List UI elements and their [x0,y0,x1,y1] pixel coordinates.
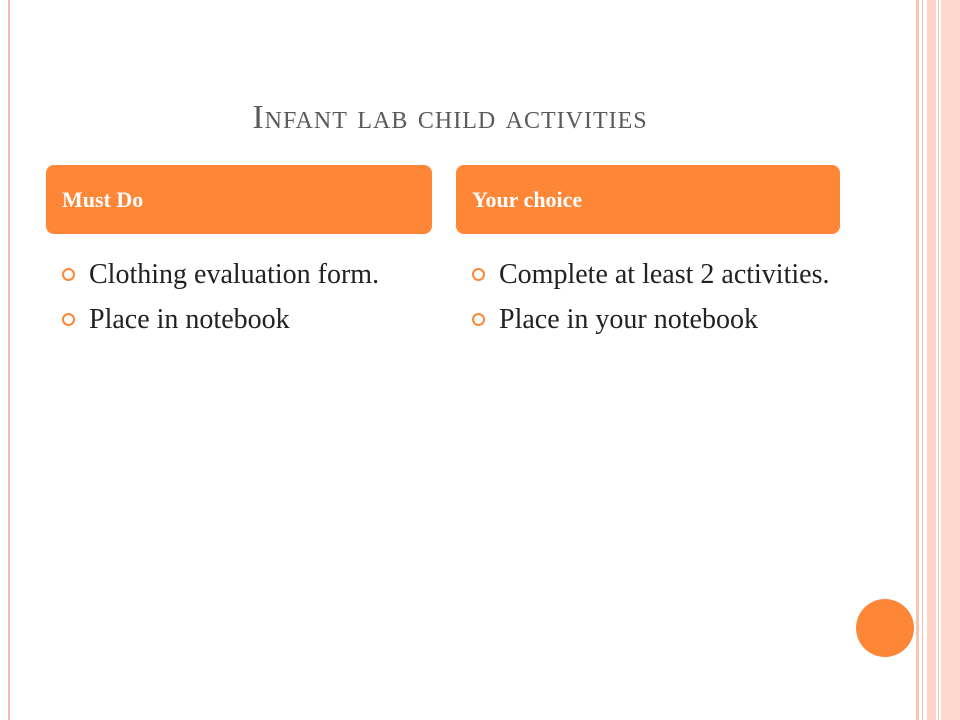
bullet-circle-icon [472,268,485,281]
bullet-text: Complete at least 2 activities. [499,259,830,290]
decor-stripe [941,0,960,720]
left-border-line [8,0,10,720]
column-header-must-do: Must Do [46,165,432,234]
bullet-circle-icon [62,268,75,281]
your-choice-list [472,256,842,346]
decor-stripe [938,0,939,720]
must-do-list [62,256,432,346]
bullet-circle-icon [62,313,75,326]
list-item [472,301,842,338]
decorative-circle [856,599,914,657]
right-decorative-stripes [916,0,960,720]
list-item [62,256,432,293]
bullet-text: Clothing evaluation form. [89,259,380,290]
decor-stripe [927,0,936,720]
decor-stripe [922,0,923,720]
list-item [472,256,842,293]
decor-stripe [916,0,919,720]
bullet-text: Place in notebook [89,304,290,335]
slide-title: Infant lab child activities [252,99,648,136]
bullet-circle-icon [472,313,485,326]
bullet-text: Place in your notebook [499,304,758,335]
column-header-your-choice: Your choice [456,165,840,234]
list-item [62,301,432,338]
